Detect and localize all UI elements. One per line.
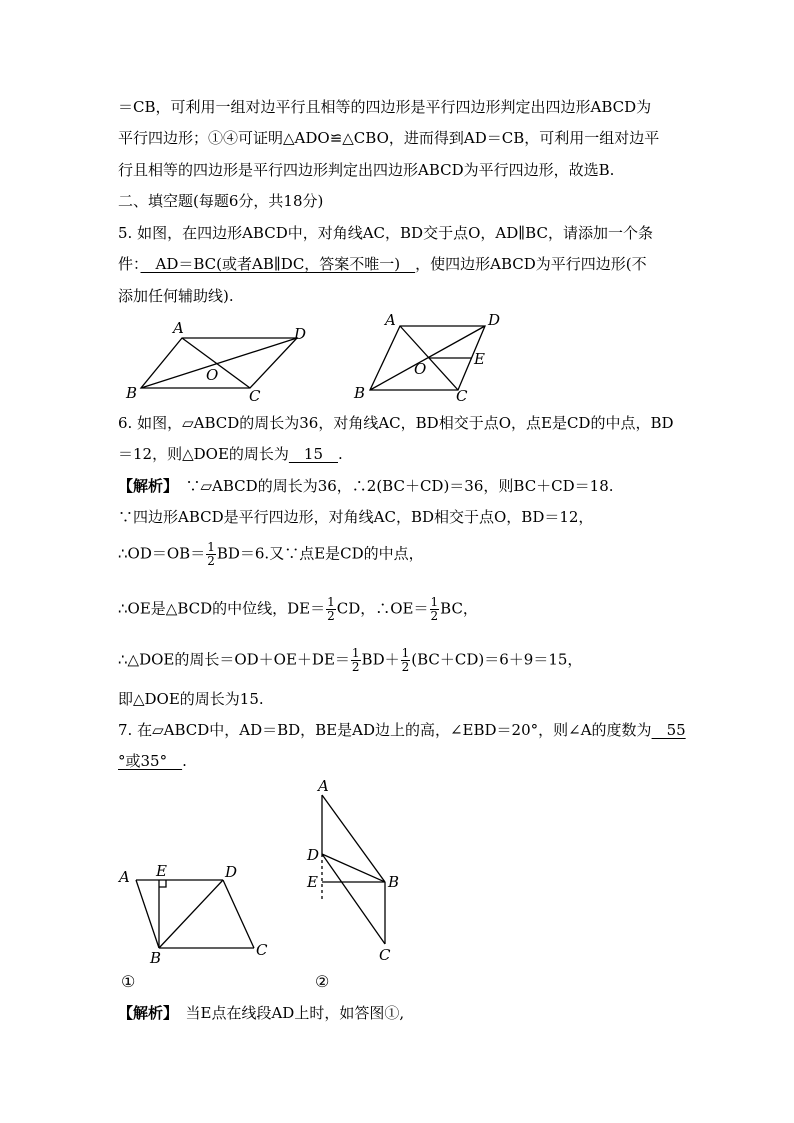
q5-suffix: ，使四边形ABCD为平行四边形(不 (415, 255, 647, 273)
q6g-mid: BD＋ (361, 650, 400, 669)
fraction-half: $\frac{1}{2}$ (351, 646, 360, 674)
fig5-label-a: A (173, 319, 184, 337)
section-heading: 二、填空题(每题6分，共18分) (118, 192, 324, 210)
fig5-label-d: D (294, 325, 307, 343)
text-line-1: ＝CB，可利用一组对边平行且相等的四边形是平行四边形判定出四边形ABCD为 (118, 98, 652, 116)
question-5-line-1: 5. 如图，在四边形ABCD中，对角线AC，BD交于点O，AD∥BC，请添加一个条 (118, 224, 653, 242)
fig5-label-b: B (126, 384, 138, 402)
fig7b-label-d: D (307, 846, 320, 864)
fraction-half: $\frac{1}{2}$ (401, 646, 410, 674)
fraction-half: $\frac{1}{2}$ (207, 540, 215, 568)
q6e-suffix: BD＝6.又∵点E是CD的中点， (216, 544, 424, 563)
analysis-tag: 【解析】 (118, 1004, 171, 1022)
fig7b-label-a: A (318, 777, 329, 795)
q6-prefix: ＝12，则△DOE的周长为 (118, 445, 289, 463)
q6-suffix: . (338, 445, 343, 463)
analysis-q6-line-6: 即△DOE的周长为15. (118, 690, 264, 708)
fig7b-label-e: E (307, 873, 318, 891)
fig7a-label-d: D (225, 863, 238, 881)
q6g-suffix: (BC＋CD)＝6＋9＝15， (411, 650, 583, 669)
analysis-q6-line-5 (118, 647, 582, 674)
question-7-line-2 (118, 751, 187, 771)
fig6-label-o: O (414, 360, 427, 378)
fig6-label-b: B (354, 384, 366, 402)
question-6-line-2 (118, 444, 343, 464)
q5-answer: AD＝BC(或者AB∥DC，答案不唯一) (140, 255, 416, 273)
fig7a-label-b: B (150, 949, 162, 967)
analysis-q7-text: 当E点在线段AD上时，如答图①, (170, 1004, 405, 1022)
figure-q6 (350, 310, 520, 405)
fig7b-label-c: C (379, 946, 391, 964)
q7-prefix: 7. 在▱ABCD中，AD＝BD，BE是AD边上的高，∠EBD＝20°，则∠A的度数为 (118, 721, 652, 739)
fig5-label-o: O (206, 366, 219, 384)
fig6-label-e: E (474, 350, 485, 368)
text-line-3: 行且相等的四边形是平行四边形判定出四边形ABCD为平行四边形，故选B. (118, 161, 615, 179)
question-5-line-3: 添加任何辅助线). (118, 287, 234, 305)
q6f-mid: CD，∴OE＝ (336, 599, 429, 618)
fraction-half: $\frac{1}{2}$ (327, 595, 335, 623)
question-5-line-2 (118, 254, 647, 274)
q6g-prefix: ∴△DOE的周长＝OD＋OE＋DE＝ (118, 650, 350, 669)
q7-answer-part2: °或35° (118, 752, 183, 770)
fig6-label-a: A (385, 311, 396, 329)
fig7b-label-b: B (388, 873, 400, 891)
figure-q7-1 (115, 860, 285, 970)
figure-q7-2 (300, 775, 410, 970)
analysis-q7-line-1 (118, 1003, 404, 1023)
q6f-prefix: ∴OE是△BCD的中位线，DE＝ (118, 599, 326, 618)
q5-prefix: 件： (118, 255, 141, 273)
fig5-label-c: C (249, 387, 261, 405)
figure-caption-1: ① (121, 972, 136, 991)
analysis-q6-line-4 (118, 596, 478, 623)
analysis-q6-line-1 (118, 476, 614, 496)
analysis-q6-line-3 (118, 541, 424, 568)
fraction-half: $\frac{1}{2}$ (430, 595, 439, 623)
analysis-tag: 【解析】 (118, 477, 171, 495)
q7-answer-part1: 55 (651, 721, 686, 739)
fig7a-label-e: E (156, 862, 167, 880)
q6-answer: 15 (288, 445, 338, 463)
fig6-label-d: D (488, 311, 501, 329)
fig7a-label-c: C (256, 941, 268, 959)
figure-q5 (120, 316, 320, 406)
q7-suffix: . (182, 752, 187, 770)
fig7a-label-a: A (119, 868, 130, 886)
fig6-label-c: C (456, 387, 468, 405)
q6e-prefix: ∴OD＝OB＝ (118, 544, 206, 563)
analysis-q6-text: ∵▱ABCD的周长为36，∴2(BC＋CD)＝36，则BC＋CD＝18. (170, 477, 614, 495)
analysis-q6-line-2: ∵四边形ABCD是平行四边形，对角线AC，BD相交于点O，BD＝12， (118, 508, 594, 526)
question-7-line-1 (118, 720, 686, 740)
q6f-suffix: BC， (440, 599, 478, 618)
figure-caption-2: ② (315, 972, 330, 991)
text-line-2: 平行四边形；①④可证明△ADO≌△CBO，进而得到AD＝CB，可利用一组对边平 (118, 129, 660, 147)
question-6-line-1: 6. 如图，▱ABCD的周长为36，对角线AC，BD相交于点O，点E是CD的中点，BD (118, 414, 674, 432)
